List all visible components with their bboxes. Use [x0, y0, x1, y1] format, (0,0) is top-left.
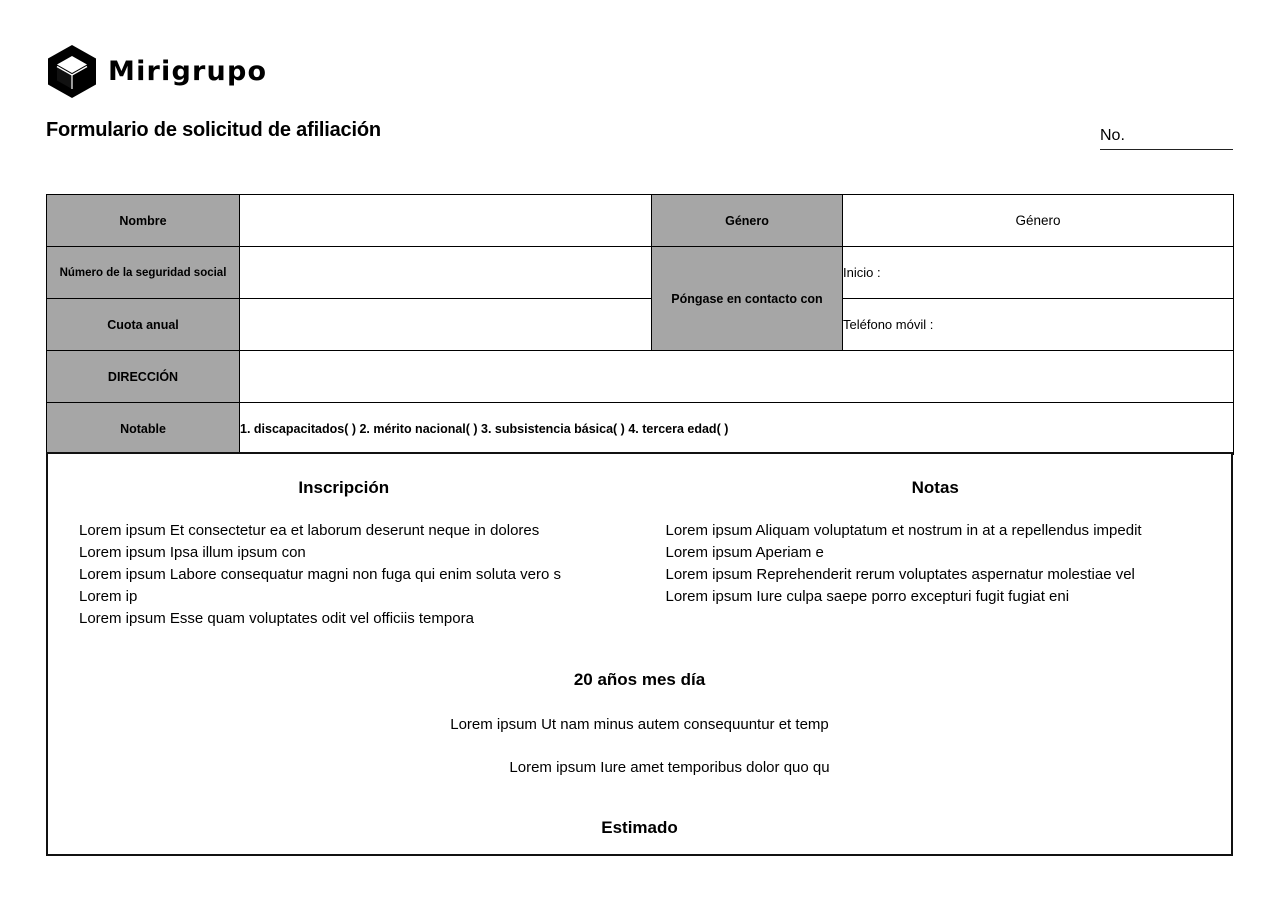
form-number-label: No. [1100, 127, 1125, 144]
list-item: Lorem ipsum Esse quam voluptates odit vel officiis tempora [79, 610, 474, 627]
page-title: Formulario de solicitud de afiliación [46, 119, 381, 141]
field-value-genero[interactable]: Género [843, 195, 1234, 247]
notas-section [640, 478, 1232, 630]
brand-logo [46, 44, 267, 99]
estimado-heading: Estimado [601, 818, 678, 837]
table-row [47, 195, 1234, 247]
duration-line-2: Lorem ipsum Iure amet temporibus dolor quo qu [509, 759, 830, 776]
field-label-nombre: Nombre [47, 195, 240, 247]
field-value-cuota-anual[interactable] [240, 299, 652, 351]
field-label-cuota-anual: Cuota anual [47, 299, 240, 351]
notas-lines [640, 520, 1232, 608]
field-value-notable[interactable]: 1. discapacitados( ) 2. mérito nacional( ) 3. subsistencia básica( ) 4. tercera edad( ) [240, 403, 1234, 455]
field-label-direccion: DIRECCIÓN [47, 351, 240, 403]
field-label-contacto: Póngase en contacto con [652, 247, 843, 351]
list-item: Lorem ipsum Ipsa illum ipsum con [79, 544, 306, 561]
brand-name: Mirigrupo [108, 56, 268, 87]
notas-heading: Notas [911, 478, 959, 497]
table-row [47, 403, 1234, 455]
list-item: Lorem ipsum Labore consequatur magni non fuga qui enim soluta vero s [79, 566, 561, 583]
table-row [47, 351, 1234, 403]
table-row [47, 247, 1234, 299]
duration-section [48, 670, 1231, 838]
table-row [47, 299, 1234, 351]
field-value-nombre[interactable] [240, 195, 652, 247]
list-item: Lorem ipsum Aliquam voluptatum et nostrum in at a repellendus impedit [665, 522, 1142, 539]
inscripcion-lines [48, 520, 640, 630]
field-value-inicio[interactable]: Inicio : [843, 247, 1234, 299]
field-value-direccion[interactable] [240, 351, 1234, 403]
field-value-telefono-movil[interactable]: Teléfono móvil : [843, 299, 1234, 351]
list-item: Lorem ipsum Iure culpa saepe porro excepturi fugit fugiat eni [665, 588, 1070, 605]
inscripcion-heading: Inscripción [298, 478, 390, 497]
applicant-info-table [46, 194, 1234, 455]
details-panel [46, 452, 1233, 856]
list-item: Lorem ipsum Aperiam e [665, 544, 824, 561]
field-label-seguridad-social: Número de la seguridad social [47, 247, 240, 299]
duration-line-1: Lorem ipsum Ut nam minus autem consequuntur et temp [450, 716, 829, 733]
duration-heading: 20 años mes día [573, 670, 706, 689]
field-value-seguridad-social[interactable] [240, 247, 652, 299]
field-label-notable: Notable [47, 403, 240, 455]
field-label-genero: Género [652, 195, 843, 247]
form-number-field[interactable] [1100, 127, 1233, 150]
inscripcion-section [48, 478, 640, 630]
list-item: Lorem ip [79, 588, 138, 605]
cube-icon [46, 44, 98, 99]
list-item: Lorem ipsum Et consectetur ea et laborum deserunt neque in dolores [79, 522, 540, 539]
list-item: Lorem ipsum Reprehenderit rerum voluptates aspernatur molestiae vel [665, 566, 1135, 583]
